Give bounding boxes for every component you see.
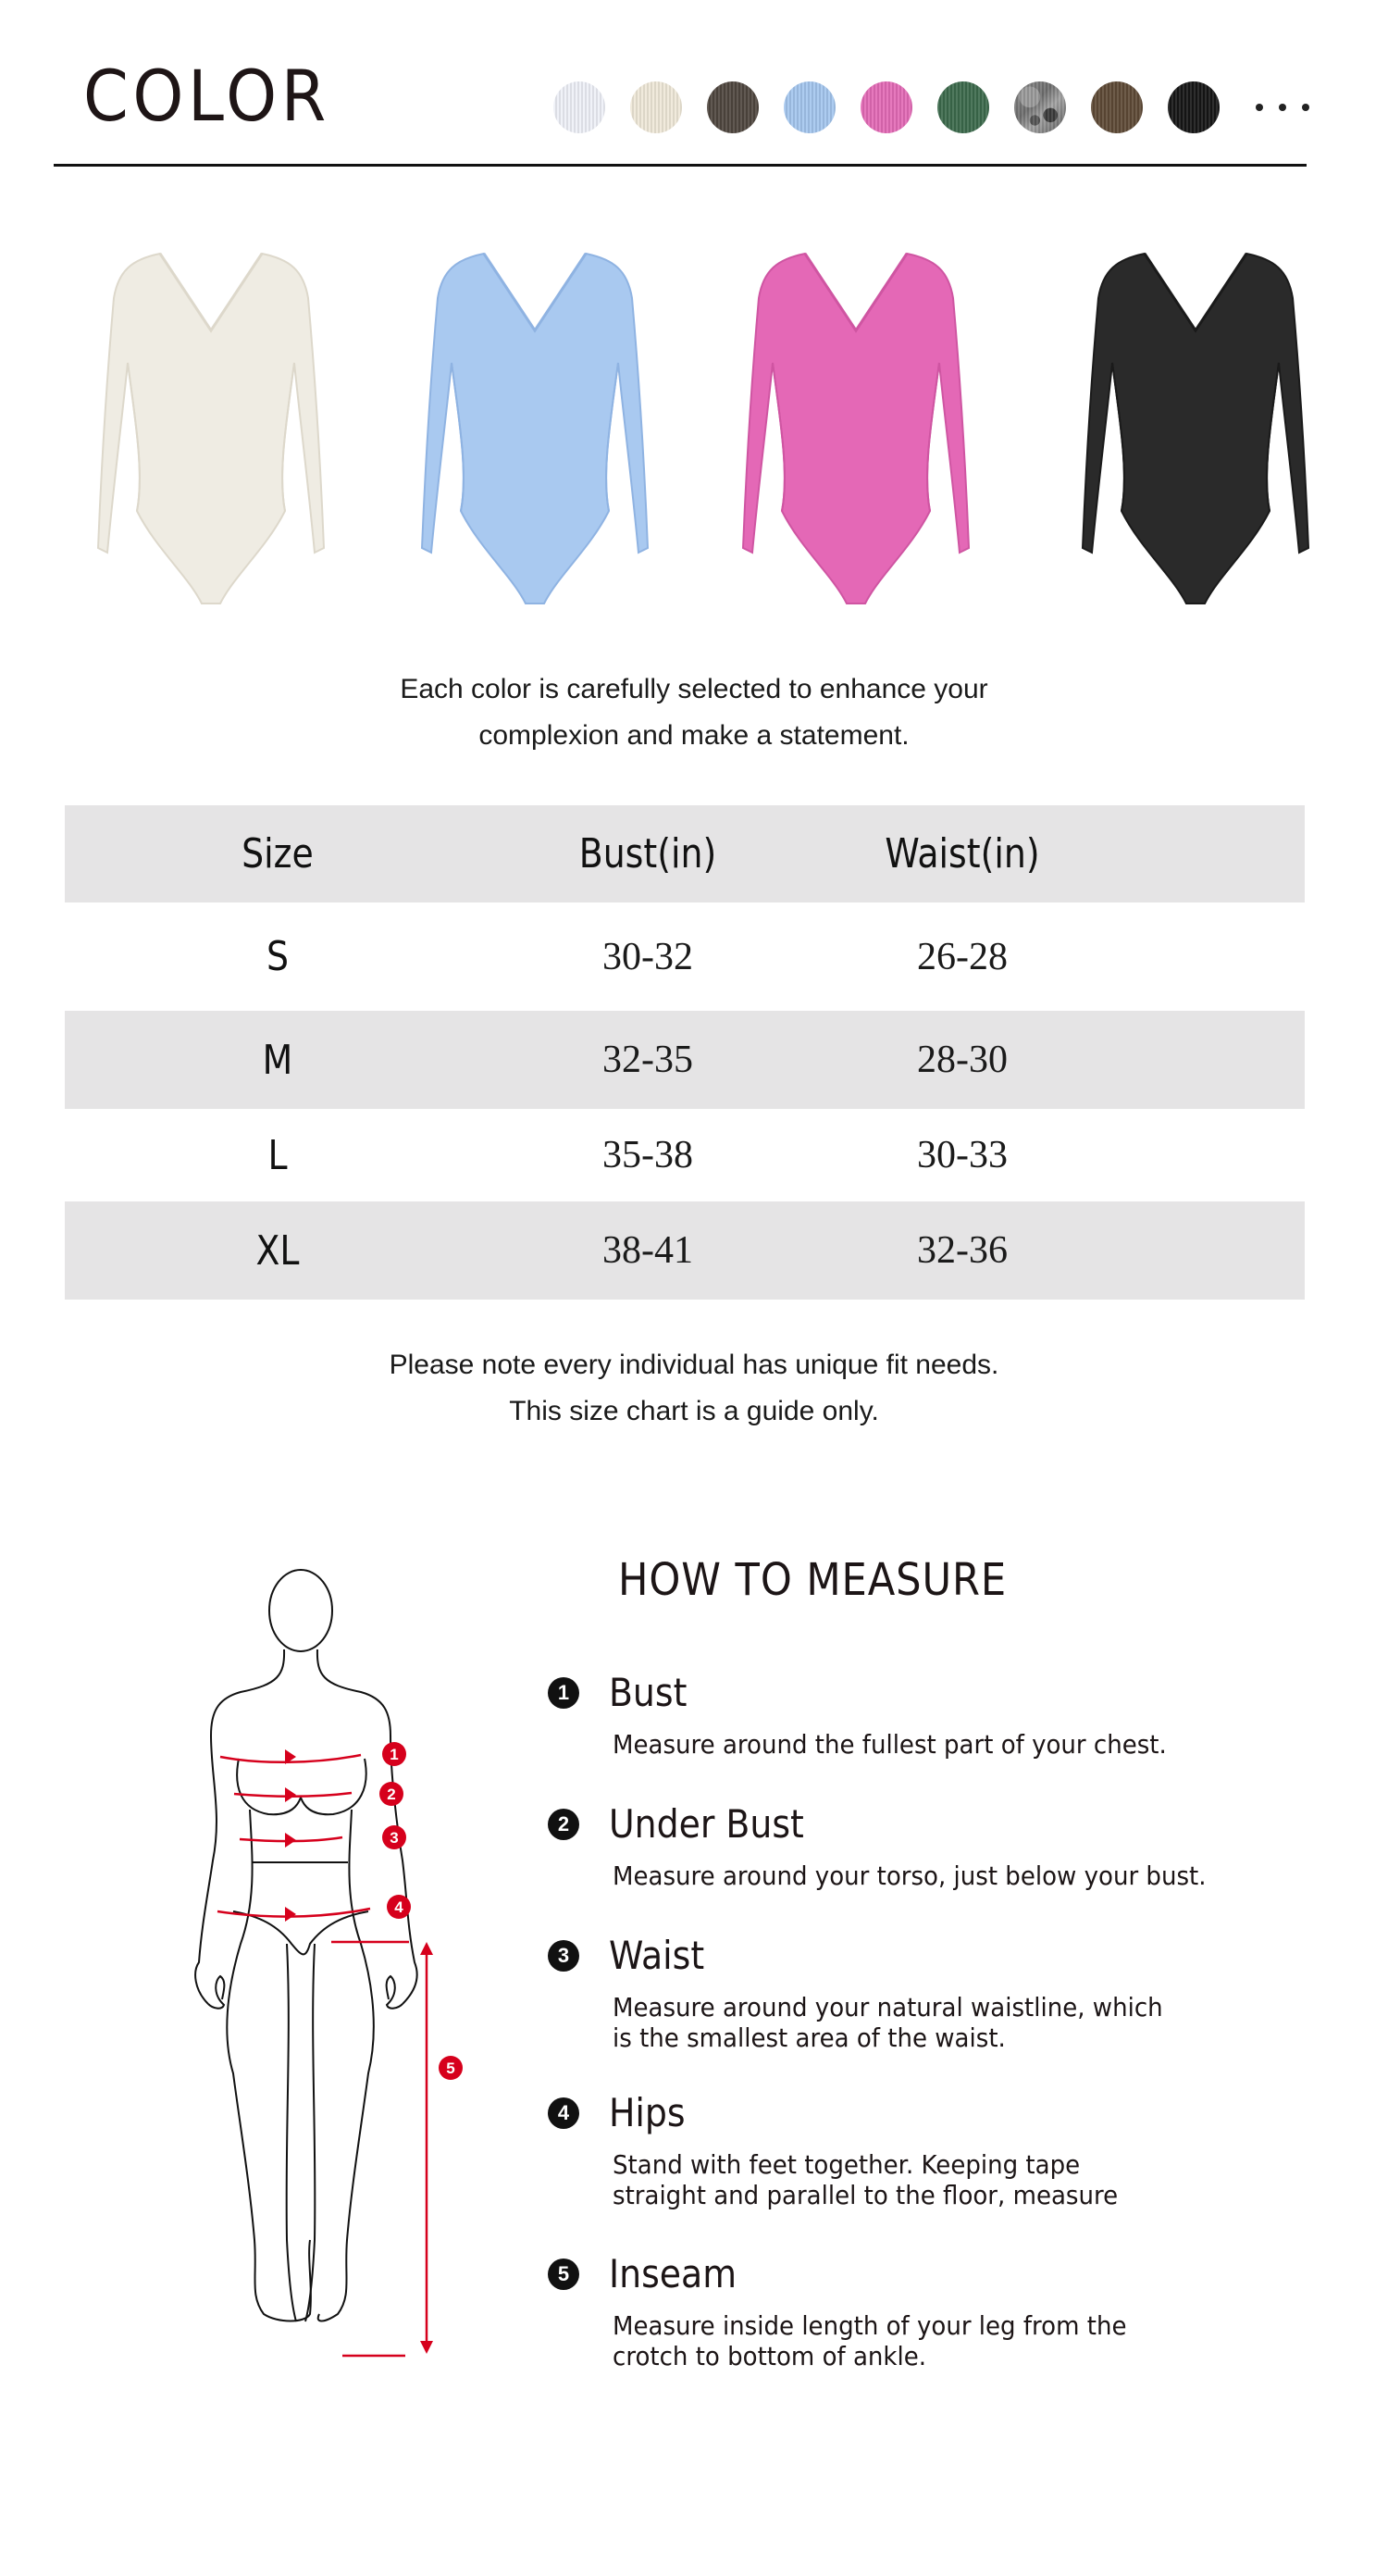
measure-item-title: Waist: [609, 1933, 705, 1978]
figure-marker-3: 3: [390, 1829, 399, 1847]
measure-item-inseam: [548, 2251, 1307, 2371]
size-note-line-1: Please note every individual has unique fit needs.: [389, 1350, 999, 1380]
measure-item-title: Inseam: [609, 2251, 737, 2296]
number-3-icon: 3: [548, 1940, 579, 1972]
color-swatch-green[interactable]: [937, 81, 989, 133]
table-header-row: [65, 805, 1305, 902]
color-swatch-brown[interactable]: [1091, 81, 1143, 133]
product-image-light-blue-bodysuit: [396, 243, 674, 613]
measure-item-title: Hips: [609, 2090, 686, 2135]
measure-item-under-bust: [548, 1801, 1307, 1891]
measure-item-waist: [548, 1933, 1307, 2053]
number-5-icon: 5: [548, 2259, 579, 2290]
cell-waist: 28-30: [917, 1039, 1008, 1081]
color-swatch-dark-brown[interactable]: [707, 81, 759, 133]
measure-item-hips: [548, 2090, 1307, 2210]
cell-bust: 35-38: [602, 1134, 693, 1176]
product-image-black-bodysuit: [1057, 243, 1334, 613]
color-swatch-gray-marble[interactable]: [1014, 81, 1066, 133]
cell-waist: 32-36: [917, 1229, 1008, 1272]
product-image-pink-bodysuit: [717, 243, 995, 613]
measure-item-desc: Measure around the fullest part of your chest.: [613, 1729, 1167, 1760]
header-waist: Waist(in): [885, 830, 1040, 877]
figure-marker-5: 5: [446, 2060, 455, 2077]
measure-item-desc: Measure around your natural waistline, which is the smallest area of the waist.: [613, 1992, 1163, 2053]
number-1-icon: 1: [548, 1677, 579, 1709]
color-swatch-list: [553, 81, 1309, 134]
color-swatch-light-blue[interactable]: [784, 81, 836, 133]
cell-size: M: [262, 1036, 293, 1084]
cell-size: S: [266, 933, 290, 980]
header-bust: Bust(in): [578, 830, 717, 877]
measure-item-bust: [548, 1670, 1307, 1760]
size-note-line-2: This size chart is a guide only.: [509, 1396, 879, 1426]
page-title: COLOR: [83, 55, 330, 137]
product-image-cream-bodysuit: [72, 243, 350, 613]
figure-marker-2: 2: [387, 1786, 396, 1803]
measure-item-desc: Stand with feet together. Keeping tape straight and parallel to the floor, measure: [613, 2149, 1119, 2210]
cell-size: L: [267, 1131, 288, 1179]
cell-bust: 38-41: [602, 1229, 693, 1272]
number-2-icon: 2: [548, 1809, 579, 1840]
cell-bust: 30-32: [602, 935, 693, 978]
measure-item-desc: Measure around your torso, just below your bust.: [613, 1860, 1207, 1891]
cell-waist: 30-33: [917, 1134, 1008, 1176]
measure-item-desc: Measure inside length of your leg from the crotch to bottom of ankle.: [613, 2310, 1127, 2371]
table-row: [65, 1109, 1305, 1201]
color-caption-line-1: Each color is carefully selected to enhance your: [400, 674, 988, 704]
cell-waist: 26-28: [917, 935, 1008, 978]
number-4-icon: 4: [548, 2097, 579, 2129]
how-to-measure-title: HOW TO MEASURE: [618, 1554, 1008, 1606]
measure-item-title: Bust: [609, 1670, 688, 1715]
color-swatch-pink[interactable]: [861, 81, 912, 133]
figure-marker-1: 1: [390, 1746, 399, 1763]
color-caption-line-2: complexion and make a statement.: [478, 720, 910, 751]
color-swatch-black[interactable]: [1168, 81, 1220, 133]
measure-item-title: Under Bust: [609, 1801, 804, 1847]
cell-size: XL: [255, 1226, 300, 1275]
table-row: [65, 1201, 1305, 1300]
size-chart-table: [65, 805, 1305, 1300]
table-row: [65, 902, 1305, 1011]
more-colors-icon[interactable]: [1256, 104, 1309, 111]
cell-bust: 32-35: [602, 1039, 693, 1081]
header-size: Size: [242, 830, 314, 877]
table-row: [65, 1011, 1305, 1109]
body-measurement-figure: [176, 1555, 481, 2370]
color-swatch-cream[interactable]: [630, 81, 682, 133]
header-divider: [54, 164, 1307, 167]
color-swatch-white[interactable]: [553, 81, 605, 133]
figure-marker-4: 4: [394, 1898, 403, 1916]
